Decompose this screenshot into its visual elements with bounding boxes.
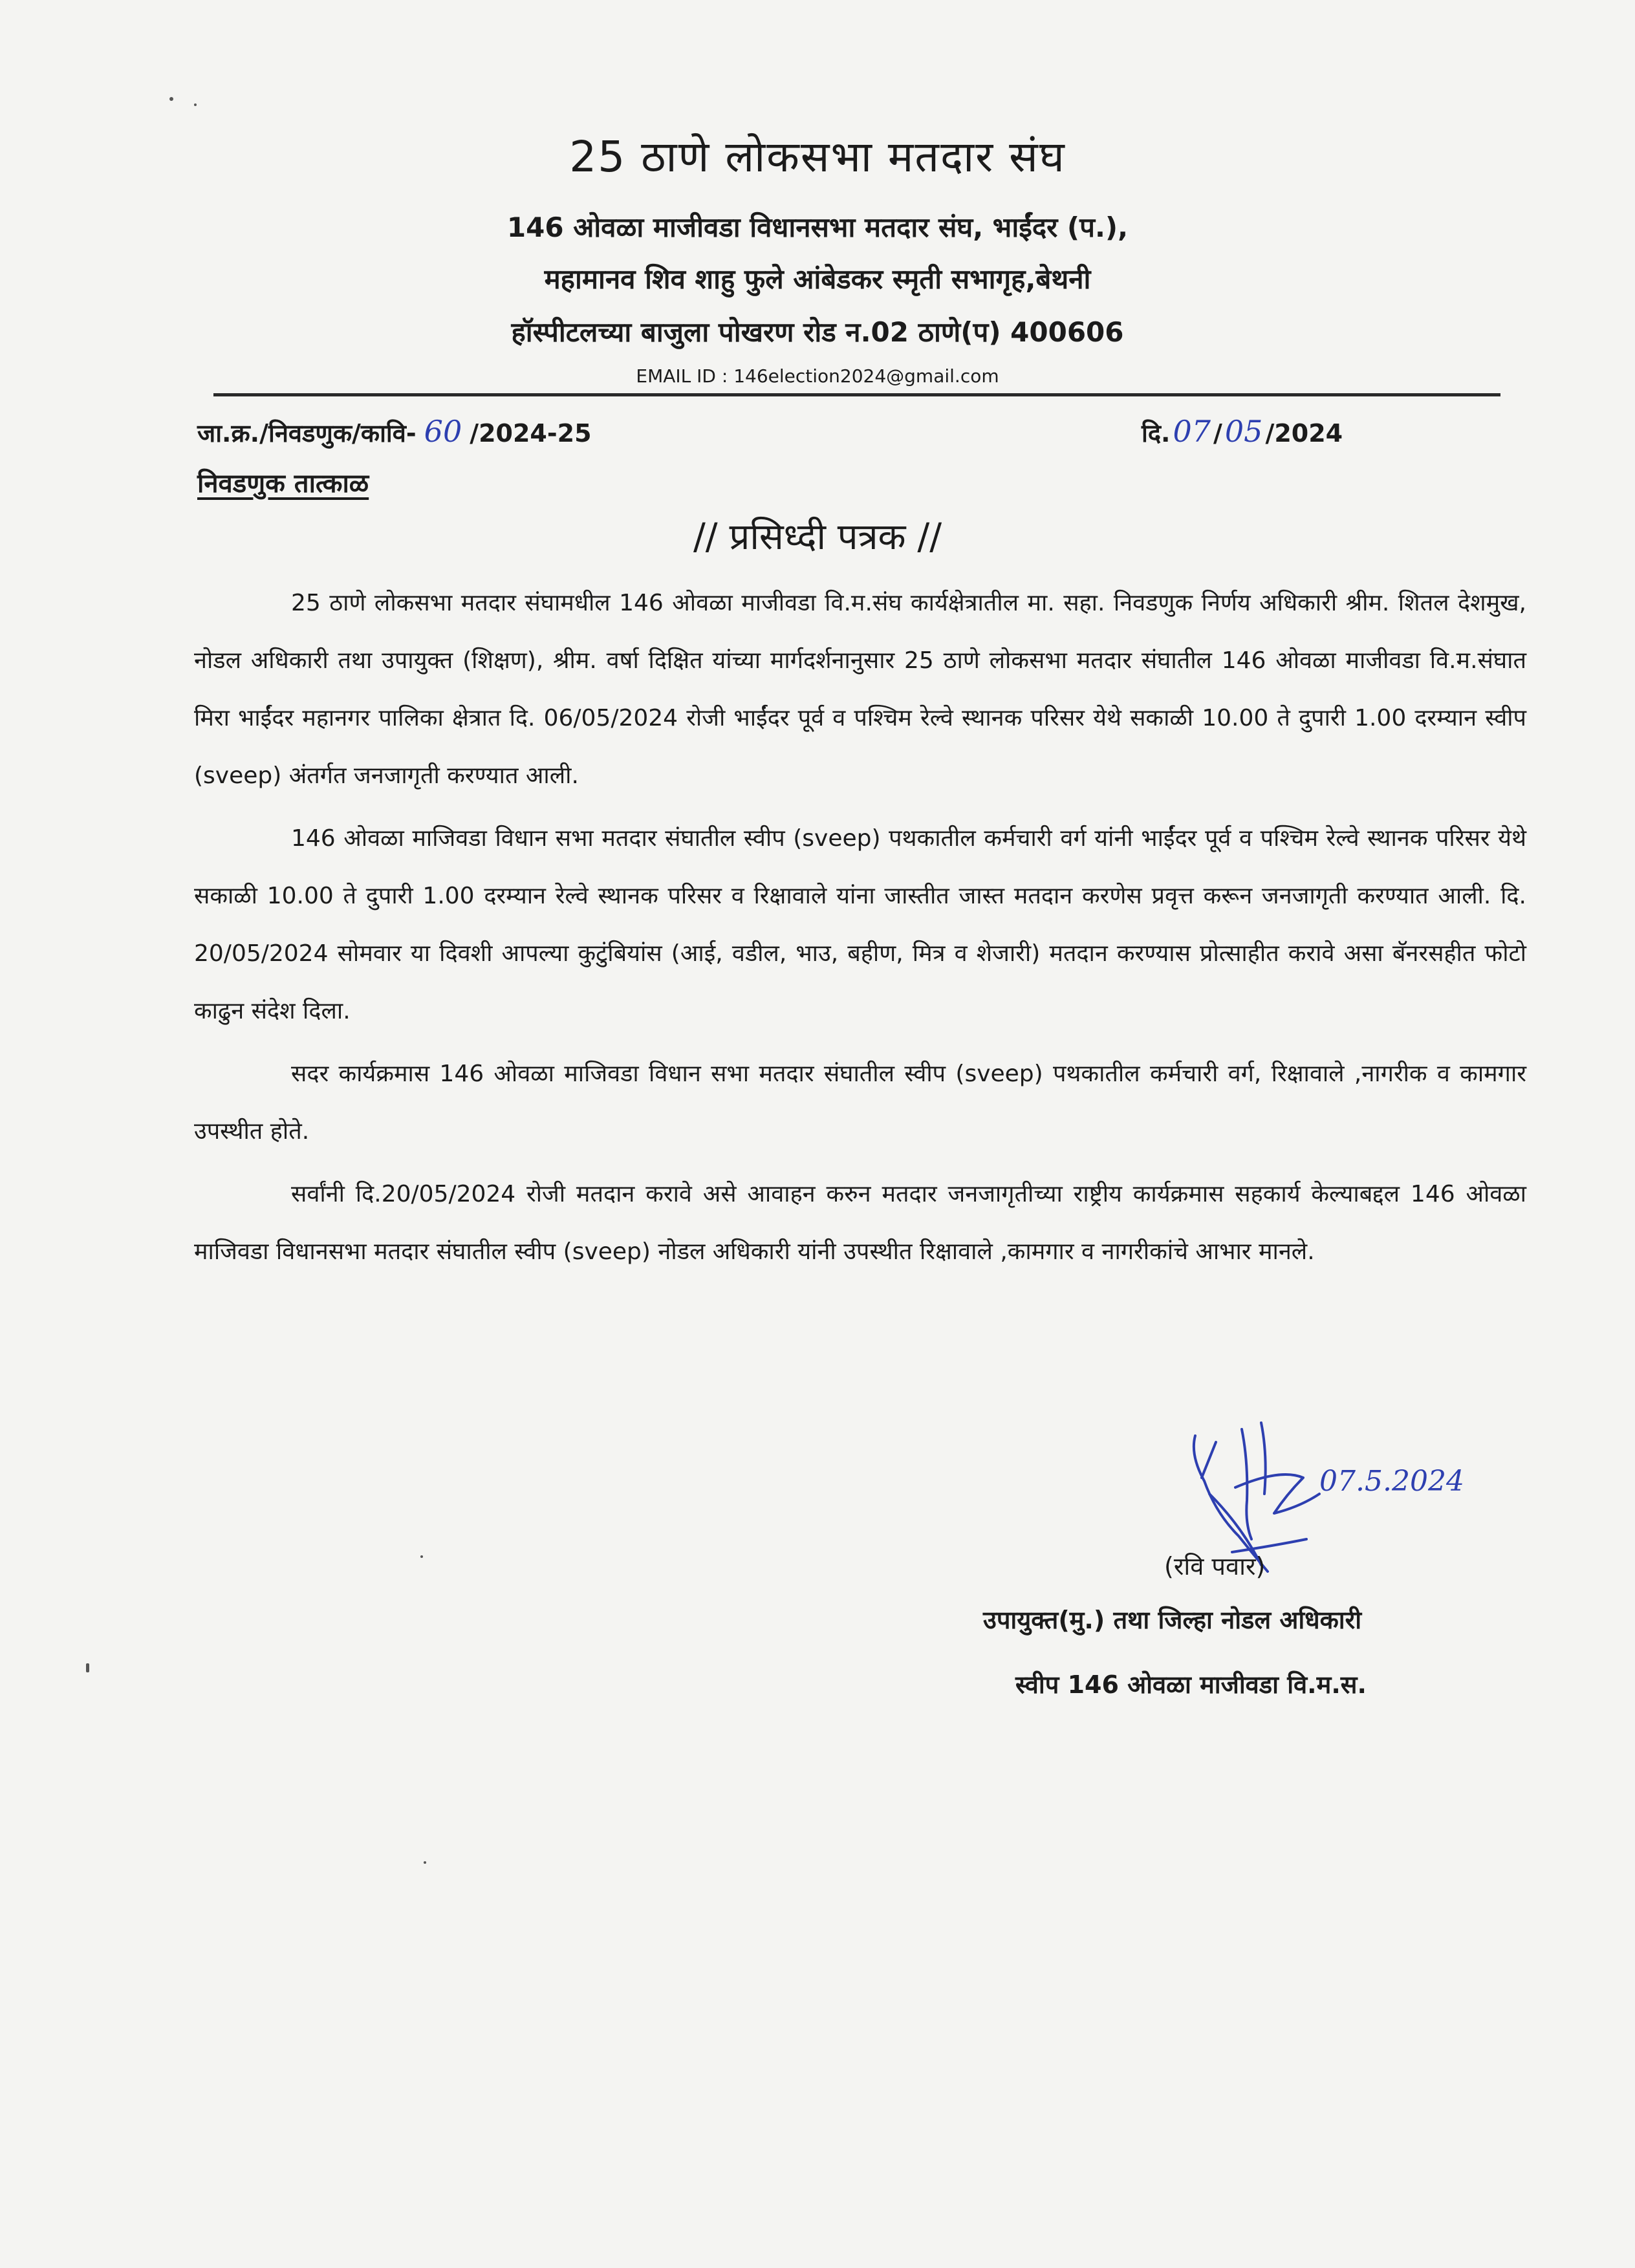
date-separator: / — [1213, 419, 1222, 448]
reference-handwritten-number: 60 — [424, 414, 462, 449]
signatory-designation: उपायुक्त(मु.) तथा जिल्हा नोडल अधिकारी — [983, 1606, 1362, 1634]
reference-number — [197, 414, 592, 449]
paragraph-1: 25 ठाणे लोकसभा मतदार संघामधील 146 ओवळा माजीवडा वि.म.संघ कार्यक्षेत्रातील मा. सहा. निवडणुक निर्णय अधिकारी श्रीम. शितल देशमुख, नोडल अधिकारी तथा उपायुक्त (शिक्षण), श्रीम. वर्षा दिक्षित यांच्या मार्गदर्शनानुसार 25 ठाणे लोकसभा मतदार संघातील 146 ओवळा माजीवडा वि.म.संघात मिरा भाईंदर महानगर पालिका क्षेत्रात दि. 06/05/2024 रोजी भाईंदर पूर्व व पश्चिम रेल्वे स्थानक परिसर येथे सकाळी 10.00 ते दुपारी 1.00 दरम्यान स्वीप (sveep) अंतर्गत जनजागृती करण्यात आली. — [194, 590, 1526, 789]
date-month: 05 — [1224, 414, 1263, 449]
signature-date: 07.5.2024 — [1319, 1465, 1464, 1498]
paragraph-2: 146 ओवळा माजिवडा विधान सभा मतदार संघातील स्वीप (sveep) पथकातील कर्मचारी वर्ग यांनी भाईंदर पूर्व व पश्चिम रेल्वे स्थानक परिसर येथे सकाळी 10.00 ते दुपारी 1.00 दरम्यान रेल्वे स्थानक परिसर व रिक्षावाले यांना जास्तीत जास्त मतदान करणेस प्रवृत्त करून जनजागृती करण्यात आली. दि. 20/05/2024 सोमवार या दिवशी आपल्या कुटुंबियांस (आई, वडील, भाउ, बहीण, मित्र व शेजारी) मतदान करण्यास प्रोत्साहीत करावे असा बॅनरसहीत फोटो काढुन संदेश दिला. — [194, 825, 1526, 1024]
header-divider — [213, 393, 1500, 396]
scan-speck — [424, 1861, 426, 1864]
date-day: 07 — [1173, 414, 1211, 449]
press-release-heading: // प्रसिध्दी पत्रक // — [693, 516, 942, 558]
email-line: EMAIL ID : 146election2024@gmail.com — [636, 365, 999, 387]
urgent-label: निवडणुक तात्काळ — [197, 469, 369, 499]
reference-suffix: /2024-25 — [470, 419, 592, 448]
paragraph-3: सदर कार्यक्रमास 146 ओवळा माजिवडा विधान सभा मतदार संघातील स्वीप (sveep) पथकातील कर्मचारी वर्ग, रिक्षावाले ,नागरीक व कामगार उपस्थीत होते. — [194, 1061, 1526, 1145]
date-year: /2024 — [1265, 419, 1343, 448]
address-line-3: हॉस्पीटलच्या बाजुला पोखरण रोड न.02 ठाणे(प) 400606 — [511, 316, 1124, 348]
address-line-1: 146 ओवळा माजीवडा विधानसभा मतदार संघ, भाईंदर (प.), — [506, 211, 1129, 243]
reference-prefix: जा.क्र./निवडणुक/कावि- — [197, 419, 417, 448]
scan-speck — [169, 97, 173, 101]
document-title: 25 ठाणे लोकसभा मतदार संघ — [569, 132, 1066, 182]
signatory-name: (रवि पवार) — [1164, 1552, 1266, 1581]
date-prefix: दि. — [1142, 419, 1171, 448]
paragraph-4: सर्वांनी दि.20/05/2024 रोजी मतदान करावे असे आवाहन करुन मतदार जनजागृतीच्या राष्ट्रीय कार्यक्रमास सहकार्य केल्याबद्दल 146 ओवळा माजिवडा विधानसभा मतदार संघातील स्वीप (sveep) नोडल अधिकारी यांनी उपस्थीत रिक्षावाले ,कामगार व नागरीकांचे आभार मानले. — [194, 1181, 1526, 1265]
scan-speck — [194, 103, 197, 106]
document-date — [1142, 414, 1343, 449]
scan-mark — [86, 1663, 89, 1672]
scan-speck — [420, 1555, 423, 1558]
address-line-2: महामानव शिव शाहु फुले आंबेडकर स्मृती सभागृह,बेथनी — [544, 263, 1091, 295]
body-text — [194, 574, 1526, 1286]
signatory-designation-2: स्वीप 146 ओवळा माजीवडा वि.म.स. — [1015, 1670, 1367, 1699]
